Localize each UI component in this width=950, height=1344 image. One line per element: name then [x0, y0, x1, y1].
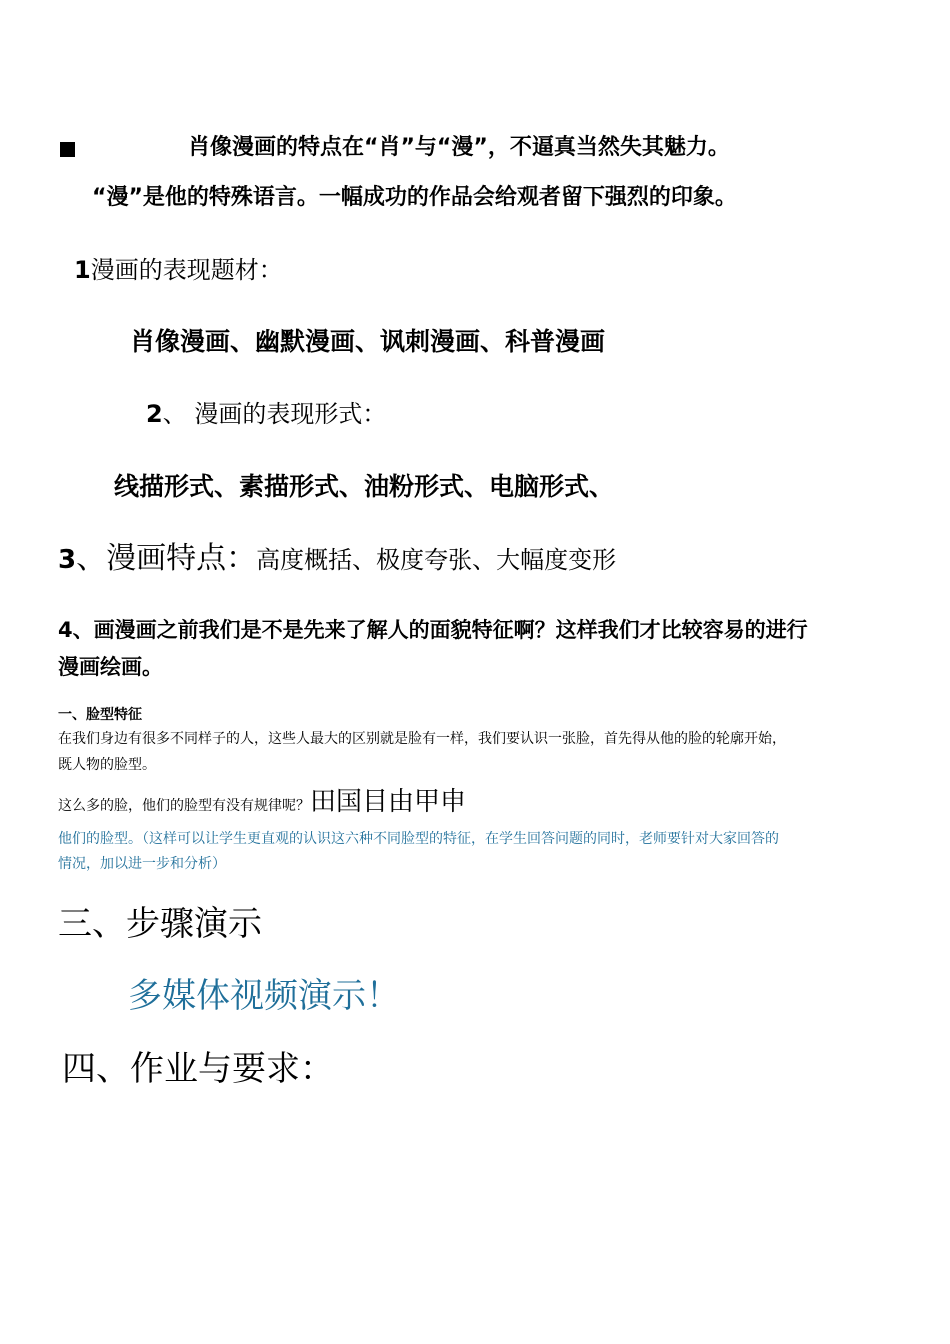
- face-shape-characters: 田国目由甲申: [310, 787, 467, 817]
- section-1-number: 1: [74, 256, 91, 284]
- bullet-square-icon: [60, 142, 75, 157]
- section-4-line-2: 漫画绘画。: [58, 655, 163, 679]
- steps-demo: 多媒体视频演示！: [128, 976, 400, 1016]
- homework-heading: 四、作业与要求：: [62, 1049, 334, 1089]
- section-3-content: 高度概括、极度夸张、大幅度变形: [256, 546, 617, 574]
- face-note-line-1: 他们的脸型。（这样可以让学生更直观的认识这六种不同脸型的特征，在学生回答问题的同时，老师要针对大家回答的: [58, 831, 779, 847]
- section-1-heading: [74, 256, 283, 285]
- face-question-line: [58, 787, 466, 818]
- section-3-title: 、漫画特点：: [76, 541, 257, 576]
- face-paragraph-line-2: 既人物的脸型。: [58, 757, 156, 773]
- section-1-title: 漫画的表现题材：: [90, 256, 283, 284]
- section-4-number: 4: [58, 618, 73, 642]
- section-1-content: 肖像漫画、幽默漫画、讽刺漫画、科普漫画: [130, 327, 606, 356]
- section-4-text: 、画漫画之前我们是不是先来了解人的面貌特征啊？这样我们才比较容易的进行: [72, 618, 808, 642]
- section-2-content: 线描形式、素描形式、油粉形式、电脑形式、: [114, 472, 615, 501]
- face-question: 这么多的脸，他们的脸型有没有规律呢？: [58, 798, 310, 814]
- section-4-line-1: [58, 618, 808, 643]
- section-3-number: 3: [58, 545, 77, 575]
- face-shape-heading: 一、脸型特征: [58, 707, 142, 723]
- section-2-number: 2: [146, 400, 163, 428]
- section-2-title: 、 漫画的表现形式：: [162, 400, 387, 428]
- face-note-line-2: 情况，加以进一步和分析）: [58, 856, 226, 872]
- intro-line-2: “漫”是他的特殊语言。一幅成功的作品会给观者留下强烈的印象。: [92, 185, 737, 210]
- section-2-heading: [146, 400, 386, 429]
- face-paragraph-line-1: 在我们身边有很多不同样子的人，这些人最大的区别就是脸有一样，我们要认识一张脸，首先得从他的脸的轮廓开始，: [58, 731, 786, 747]
- intro-line-1: 肖像漫画的特点在“肖”与“漫”，不逼真当然失其魅力。: [188, 135, 730, 160]
- steps-heading: 三、步骤演示: [58, 904, 262, 944]
- section-3-line: [58, 541, 616, 577]
